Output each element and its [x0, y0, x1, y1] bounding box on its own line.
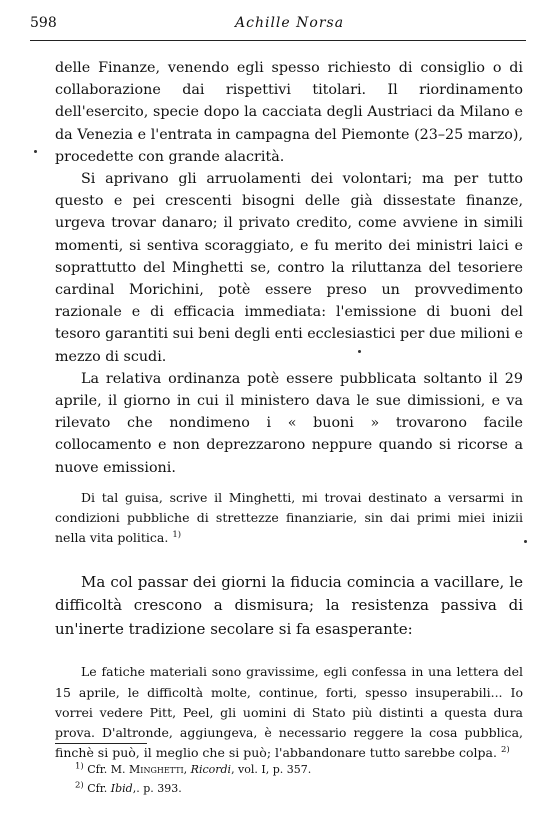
ink-speck [524, 540, 527, 543]
ink-speck [358, 350, 361, 353]
footnote-2-work: Ibid [110, 782, 133, 795]
paragraph-1: delle Finanze, venendo egli spesso richiesto di consiglio o di collaborazione dai rispettivi titolari. Il riordinamento dell'esercito, specie dopo la cacciata degli Austriaci da Milano e da Venezia e l'entrata in campagna del Piemonte (23–25 marzo), procedette con grande alacrità. [55, 60, 523, 165]
page-header [30, 12, 526, 41]
footnote-2-pre: Cfr. [87, 782, 111, 795]
footnote-2-mark: 2) [75, 780, 84, 791]
footnote-1-post: , vol. I, p. 357. [231, 763, 312, 776]
footnote-ref-1: 1) [172, 530, 182, 541]
paragraph-3: La relativa ordinanza potè essere pubblicata soltanto il 29 aprile, il giorno in cui il ministero dava le sue dimissioni, e va rilevato che nondimeno i « buoni » trovarono facile collocamento e non deprezzarono neppure quando si ricorse a nuove emissioni. [55, 370, 523, 476]
footnote-1-author: Minghetti [129, 763, 184, 776]
footnote-rule [55, 743, 147, 744]
footnote-1 [75, 760, 311, 779]
footnote-1-mark: 1) [75, 761, 84, 772]
ink-speck [34, 150, 37, 153]
footnotes [75, 760, 311, 798]
block-quote-2 [55, 662, 523, 763]
block-quote-2-text: Le fatiche materiali sono gravissime, egli confessa in una lettera del 15 aprile, le difficoltà molte, continue, forti, spesso insuperabili... Io vorrei vedere Pitt, Peel, gli uomini di Stato più distinti a questa dura prova. D'altronde, aggiungeva, è necessario reggere la cosa pubblica, finchè si può, il meglio che si può; l'abbandonare tutto sarebbe colpa. [55, 664, 523, 761]
block-quote-1 [55, 488, 523, 549]
page-body [55, 57, 523, 764]
block-quote-1-text: Di tal guisa, scrive il Minghetti, mi trovai destinato a versarmi in condizioni pubbliche di strettezze finanziarie, sin dai primi miei inizii nella vita politica. [55, 489, 523, 546]
footnote-1-mid: , [183, 763, 191, 776]
footnote-2-post: ,. p. 393. [132, 782, 182, 795]
footnote-1-work: Ricordi [190, 763, 232, 776]
paragraph-4: Ma col passar dei giorni la fiducia comincia a vacillare, le difficoltà crescono a dismisura; la resistenza passiva di un'inerte tradizione secolare si fa esasperante: [55, 572, 523, 638]
footnote-ref-2: 2) [500, 745, 510, 756]
footnote-2 [75, 779, 311, 798]
page-number: 598 [30, 15, 57, 31]
footnote-1-pre: Cfr. M. [87, 763, 130, 776]
paragraph-2: Si aprivano gli arruolamenti dei volontari; ma per tutto questo e pei crescenti bisogni delle già dissestate finanze, urgeva trovar danaro; il privato credito, come avviene in simili momenti, si sentiva scoraggiato, e fu merito dei ministri laici e soprattutto del Minghetti se, contro la riluttanza del tesoriere cardinal Morichini, potè essere preso un provvedimento razionale e di efficacia immediata: l'emissione di buoni del tesoro garantiti sui beni degli enti ecclesiastici per due milioni e mezzo di scudi. [55, 171, 523, 365]
running-title: Achille Norsa [235, 15, 345, 31]
